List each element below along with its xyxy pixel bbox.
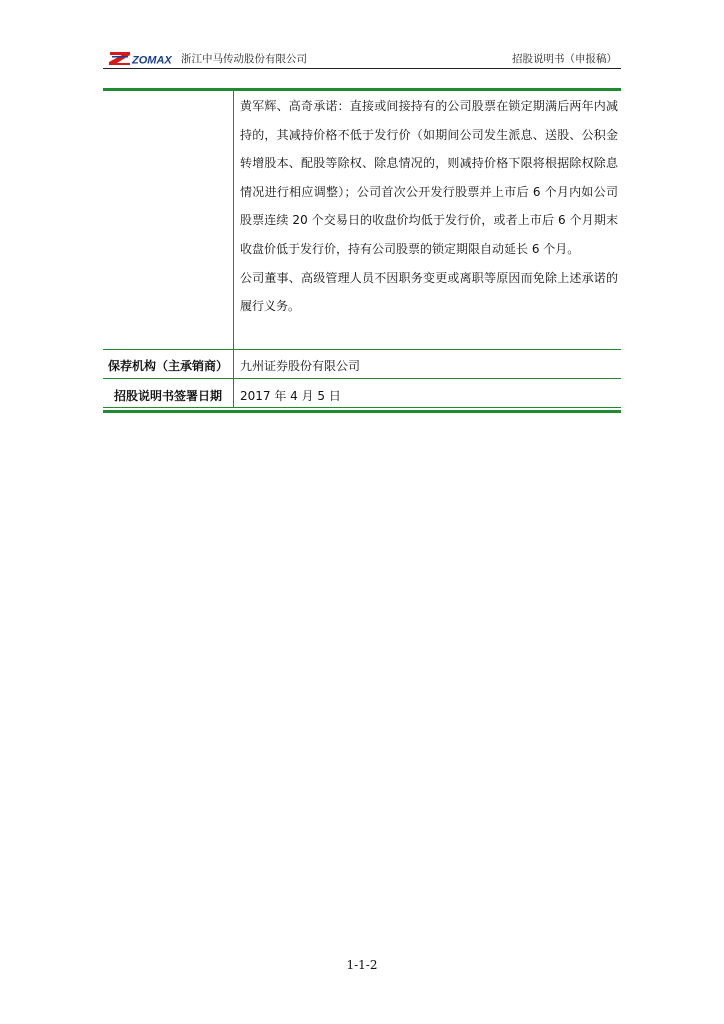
table-top-border [103, 88, 621, 91]
table-column-divider [233, 91, 234, 407]
commitment-paragraph: 公司董事、高级管理人员不因职务变更或离职等原因而免除上述承诺的履行义务。 [240, 270, 618, 314]
svg-text:ZOMAX: ZOMAX [132, 54, 172, 66]
page-header [103, 50, 621, 68]
table-row-divider [103, 349, 621, 350]
page-number: 1-1-2 [346, 958, 378, 972]
commitment-cell [240, 92, 618, 321]
zomax-logo [108, 50, 180, 66]
signing-date-label: 招股说明书签署日期 [113, 389, 222, 403]
sponsor-value: 九州证券股份有限公司 [240, 359, 361, 373]
sponsor-label: 保荐机构（主承销商） [107, 359, 228, 373]
header-document-title: 招股说明书（申报稿） [512, 53, 617, 65]
commitment-paragraph: 黄军辉、高奇承诺：直接或间接持有的公司股票在锁定期满后两年内减持的，其减持价格不低于发行价（如期间公司发生派息、送股、公积金转增股本、配股等除权、除息情况的，则减持价格下限将根据除权除息情况进行相应调整）；公司首次公开发行股票并上市后 6 个月内如公司股票连续 20 个交易日的收盘价均低于发行价，或者上市后 6 个月期末收盘价低于发行价，持有公司股票的锁定期限自动延长 6 个月。 [240, 99, 618, 256]
table-bottom-border [103, 407, 621, 408]
signing-date-value: 2017 年 4 月 5 日 [240, 389, 341, 403]
table-bottom-border-thick [103, 410, 621, 413]
table-row-divider [103, 378, 621, 379]
header-rule [103, 68, 621, 69]
header-company-name: 浙江中马传动股份有限公司 [181, 53, 307, 65]
